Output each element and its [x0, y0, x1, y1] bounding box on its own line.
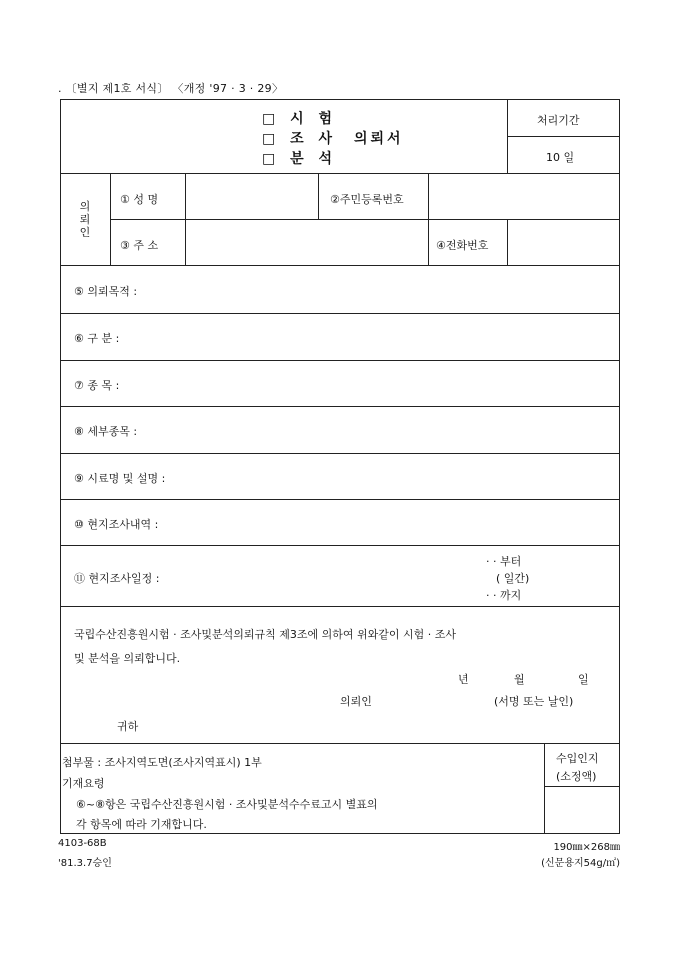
divider-line [60, 743, 620, 744]
divider-line [507, 99, 508, 173]
approval-date: '81.3.7승인 [58, 858, 112, 869]
revenue-stamp-label: 수입인지 [556, 752, 599, 765]
instructions-line-2: 각 항목에 따라 기재합니다. [76, 818, 207, 831]
divider-line [60, 545, 620, 546]
schedule-from: · · 부터 [486, 555, 522, 568]
field-type: ⑦ 종 목 : [74, 379, 120, 392]
divider-line [60, 173, 620, 174]
form-title: 의뢰서 [354, 131, 404, 147]
field-category: ⑥ 구 분 : [74, 332, 120, 345]
field-sample: ⑨ 시료명 및 설명 : [74, 472, 166, 485]
divider-line [110, 219, 620, 220]
divider-line [428, 219, 429, 265]
field-subtype: ⑧ 세부종목 : [74, 425, 138, 438]
phone-label: ④전화번호 [436, 239, 489, 252]
divider-line [60, 606, 620, 607]
divider-line [185, 173, 186, 265]
processing-period-label: 처리기간 [537, 114, 580, 127]
address-label: ③ 주 소 [120, 239, 159, 252]
schedule-days: ( 일간) [496, 572, 530, 585]
paper-spec: (신문용지54g/㎡) [541, 858, 620, 869]
divider-line [507, 219, 508, 265]
field-field-survey-schedule: ⑪ 현지조사일정 : [74, 572, 160, 585]
signature-note: (서명 또는 날인) [494, 695, 574, 708]
divider-line [110, 173, 111, 265]
addressee: 귀하 [117, 720, 139, 733]
resident-number-label: ②주민등록번호 [330, 193, 404, 206]
declaration-line-1: 국립수산진흥원시험 · 조사및분석의뢰규칙 제3조에 의하여 위와같이 시험 · 조사 [74, 628, 456, 641]
divider-line [544, 786, 620, 787]
divider-line [507, 136, 620, 137]
title-option-analysis: □ 분 석 [262, 151, 338, 167]
divider-line [60, 265, 620, 266]
requester-side-label: 의뢰인 [79, 200, 91, 239]
form-frame [60, 99, 620, 834]
requester-sign-label: 의뢰인 [340, 695, 372, 708]
divider-line [318, 173, 319, 219]
schedule-until: · · 까지 [486, 589, 522, 602]
attachment-line: 첨부물 : 조사지역도면(조사지역표시) 1부 [62, 756, 262, 769]
instructions-line-1: ⑥~⑧항은 국립수산진흥원시험 · 조사및분석수수료고시 별표의 [76, 798, 378, 811]
divider-line [428, 173, 429, 219]
declaration-line-2: 및 분석을 의뢰합니다. [74, 652, 181, 665]
date-year: 년 [458, 673, 469, 686]
form-code: 4103-68B [58, 838, 107, 849]
divider-line [60, 360, 620, 361]
date-month: 월 [514, 673, 525, 686]
instructions-title: 기재요령 [62, 777, 105, 790]
processing-period-value: 10 일 [546, 151, 575, 164]
title-option-survey: □ 조 사 [262, 131, 338, 147]
revenue-stamp-amount: (소정액) [556, 770, 597, 783]
field-purpose: ⑤ 의뢰목적 : [74, 285, 138, 298]
divider-line [544, 743, 545, 834]
divider-line [60, 313, 620, 314]
divider-line [60, 499, 620, 500]
form-header-note: . 〔별지 제1호 서식〕 〈개정 '97 · 3 · 29〉 [58, 82, 284, 95]
date-day: 일 [578, 673, 589, 686]
title-option-test: □ 시 험 [262, 111, 338, 127]
paper-size: 190㎜×268㎜ [553, 842, 620, 853]
divider-line [60, 453, 620, 454]
divider-line [60, 406, 620, 407]
name-label: ① 성 명 [120, 193, 159, 206]
field-field-survey-details: ⑩ 현지조사내역 : [74, 518, 159, 531]
